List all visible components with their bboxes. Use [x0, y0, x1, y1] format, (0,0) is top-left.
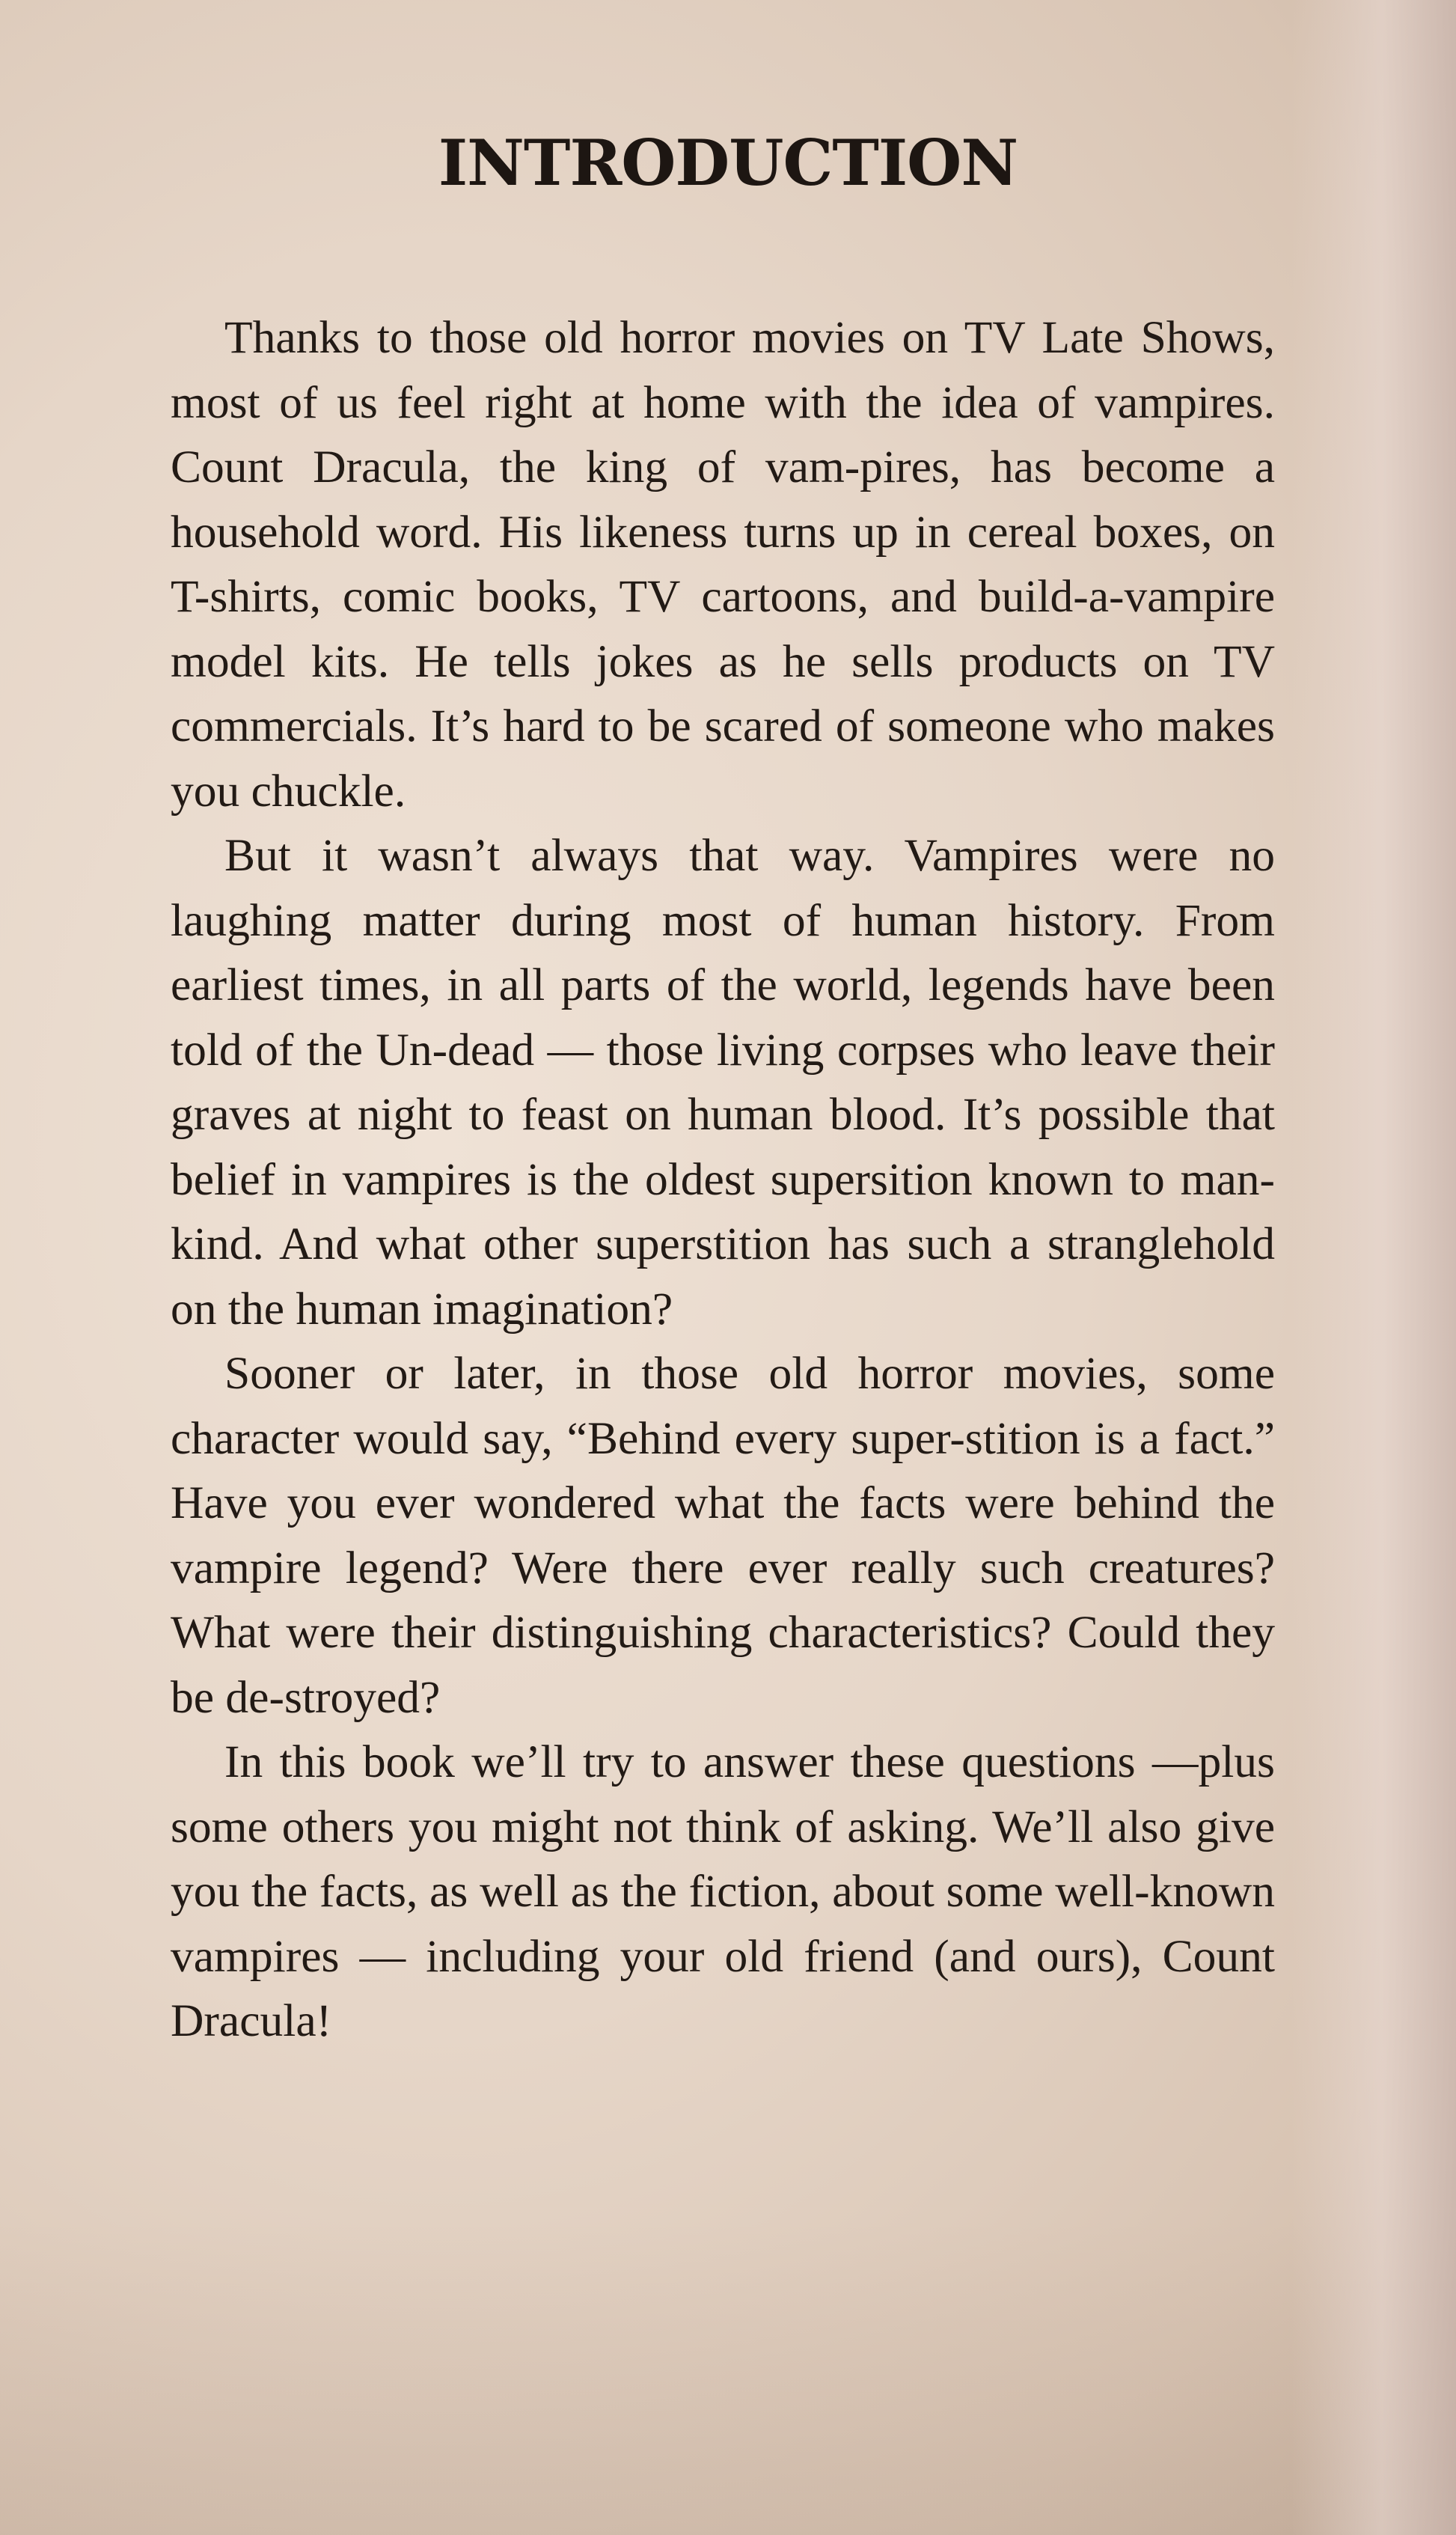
page-title: INTRODUCTION	[438, 126, 1018, 200]
paragraph-1: Thanks to those old horror movies on TV Late Shows, most of us feel right at home with the idea of vampires. Count Dracula, the king of vam-pires, has become a household word. His likeness turns up in cereal boxes, on T-shirts, comic books, TV cartoons, and build-a-vampire model kits. He tells jokes as he sells products on TV commercials. It’s hard to be scared of someone who makes you chuckle.	[171, 312, 1275, 817]
paragraph-2: But it wasn’t always that way. Vampires were no laughing matter during most of human history. From earliest times, in all parts of the world, legends have been told of the Un-dead — those living corpses who leave their graves at night to feast on human blood. It’s possible that belief in vampires is the oldest supersition known to man-kind. And what other superstition has such a stranglehold on the human imagination?	[171, 830, 1275, 1334]
paragraph-3: Sooner or later, in those old horror movies, some character would say, “Behind every super-stition is a fact.” Have you ever wondered what the facts were behind the vampire legend? Were there ever really such creatures? What were their distinguishing characteristics? Could they be de-stroyed?	[171, 1348, 1275, 1723]
introduction-text	[171, 305, 1275, 2054]
paragraph-4: In this book we’ll try to answer these questions —plus some others you might not think of asking. We’ll also give you the facts, as well as the fiction, about some well-known vampires — including your old friend (and ours), Count Dracula!	[171, 1736, 1275, 2046]
